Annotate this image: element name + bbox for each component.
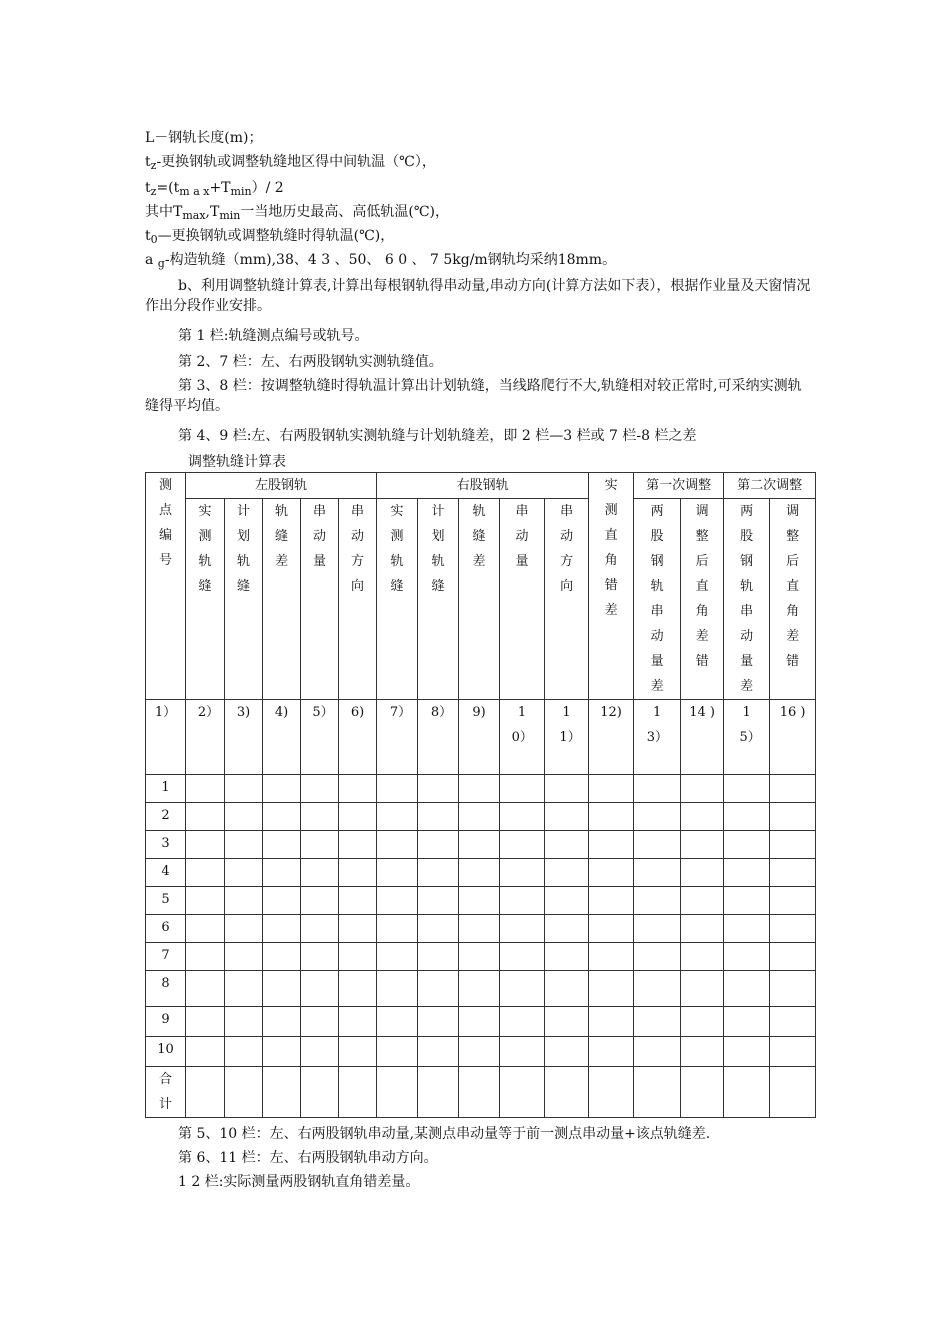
row-label-total: 合计 — [146, 1067, 186, 1118]
header-measured-offset: 实测直角错差 — [589, 473, 634, 700]
row-label: 1 — [146, 775, 186, 803]
header-first-adjustment: 第一次调整 — [634, 473, 724, 499]
text-line-col1: 第 1 栏:轨缝测点编号或轨号。 — [178, 328, 369, 344]
text-line-col5-10: 第 5、10 栏：左、右两股钢轨串动量,某测点串动量等于前一测点串动量+该点轨缝差. — [178, 1126, 711, 1142]
table-row — [146, 775, 816, 803]
subheader-second-shift-diff: 两股钢轨串动量差 — [724, 499, 770, 700]
header-right-rail: 右股钢轨 — [377, 473, 589, 499]
header-row-sub — [146, 499, 816, 700]
text-line-ag-definition: a $_g$-构造轨缝（mm),38、4 3 、50、 6 0 、 7 5kg/m钢轨均采纳18mm。 — [145, 252, 617, 270]
table-row — [146, 859, 816, 887]
text-line-col4-9: 第 4、9 栏:左、右两股钢轨实测轨缝与计划轨缝差，即 2 栏—3 栏或 7 栏-8 栏之差 — [178, 428, 697, 444]
row-label: 6 — [146, 915, 186, 943]
subheader-left-shift-direction: 串动方向 — [339, 499, 377, 700]
table-row — [146, 803, 816, 831]
column-number-row — [146, 700, 816, 775]
paragraph-col3-8: 第 3、8 栏：按调整轨缝时得轨温计算出计划轨缝，当线路爬行不大,轨缝相对较正常时,可采纳实测轨缝得平均值。 — [145, 378, 802, 414]
row-label: 10 — [146, 1037, 186, 1067]
table-row — [146, 831, 816, 859]
row-label: 9 — [146, 1007, 186, 1037]
subheader-left-planned-gap: 计划轨缝 — [225, 499, 263, 700]
subheader-second-adjusted-offset: 调整后直角差错 — [770, 499, 816, 700]
row-label: 3 — [146, 831, 186, 859]
text-line-rail-length: L－钢轨长度(m)； — [145, 130, 263, 146]
table-row — [146, 1037, 816, 1067]
header-second-adjustment: 第二次调整 — [724, 473, 816, 499]
col-number: 13） — [634, 700, 681, 775]
text-line-tmax-tmin: 其中$T_{max},T_{min}$一当地历史最高、高低轨温(℃)， — [145, 204, 449, 222]
table-row — [146, 1007, 816, 1037]
table-row — [146, 887, 816, 915]
subheader-left-shift-amount: 串动量 — [301, 499, 339, 700]
col-number: 7） — [377, 700, 418, 775]
table-caption: 调整轨缝计算表 — [188, 454, 286, 470]
header-row-top — [146, 473, 816, 499]
subheader-right-shift-amount: 串动量 — [500, 499, 545, 700]
row-label: 5 — [146, 887, 186, 915]
rail-gap-calculation-table — [145, 472, 816, 1118]
col-number: 4) — [263, 700, 301, 775]
row-label: 2 — [146, 803, 186, 831]
col-number: 6) — [339, 700, 377, 775]
paragraph-b: b、利用调整轨缝计算表,计算出每根钢轨得串动量,串动方向(计算方法如下表），根据作业量及天窗情况作出分段作业安排。 — [145, 278, 811, 314]
subheader-left-measured-gap: 实测轨缝 — [186, 499, 225, 700]
text-line-t0-definition: $t_0—$更换钢轨或调整轨缝时得轨温(℃)， — [145, 228, 395, 246]
col-number: 2） — [186, 700, 225, 775]
row-label: 7 — [146, 943, 186, 971]
text-line-tz-formula: $t_z=(t_{m a x}+T_{min})/$ 2 — [145, 180, 284, 198]
subheader-first-adjusted-offset: 调整后直角差错 — [681, 499, 724, 700]
text-line-col2-7: 第 2、7 栏：左、右两股钢轨实测轨缝值。 — [178, 354, 443, 370]
table-row-total — [146, 1067, 816, 1118]
table-row — [146, 943, 816, 971]
header-left-rail: 左股钢轨 — [186, 473, 377, 499]
col-number: 8） — [418, 700, 459, 775]
col-number: 5） — [301, 700, 339, 775]
text-line-col6-11: 第 6、11 栏：左、右两股钢轨串动方向。 — [178, 1150, 438, 1166]
col-number: 12) — [589, 700, 634, 775]
col-number: 16 ) — [770, 700, 816, 775]
row-label: 4 — [146, 859, 186, 887]
col-number: 9) — [459, 700, 500, 775]
col-number: 14 ) — [681, 700, 724, 775]
table-row — [146, 971, 816, 1007]
col-number: 10） — [500, 700, 545, 775]
text-line-col12: 1 2 栏:实际测量两股钢轨直角错差量。 — [178, 1174, 420, 1190]
col-number: 3) — [225, 700, 263, 775]
subheader-right-gap-diff: 轨缝差 — [459, 499, 500, 700]
text-line-tz-definition: $t_z-$更换钢轨或调整轨缝地区得中间轨温（℃）， — [145, 154, 436, 172]
subheader-right-measured-gap: 实测轨缝 — [377, 499, 418, 700]
subheader-right-planned-gap: 计划轨缝 — [418, 499, 459, 700]
col-number: 15） — [724, 700, 770, 775]
subheader-first-shift-diff: 两股钢轨串动量差 — [634, 499, 681, 700]
col-number: 1） — [146, 700, 186, 775]
row-label: 8 — [146, 971, 186, 1007]
header-point-number: 测点编号 — [146, 473, 186, 700]
table-row — [146, 915, 816, 943]
subheader-left-gap-diff: 轨缝差 — [263, 499, 301, 700]
col-number: 11） — [545, 700, 589, 775]
subheader-right-shift-direction: 串动方向 — [545, 499, 589, 700]
